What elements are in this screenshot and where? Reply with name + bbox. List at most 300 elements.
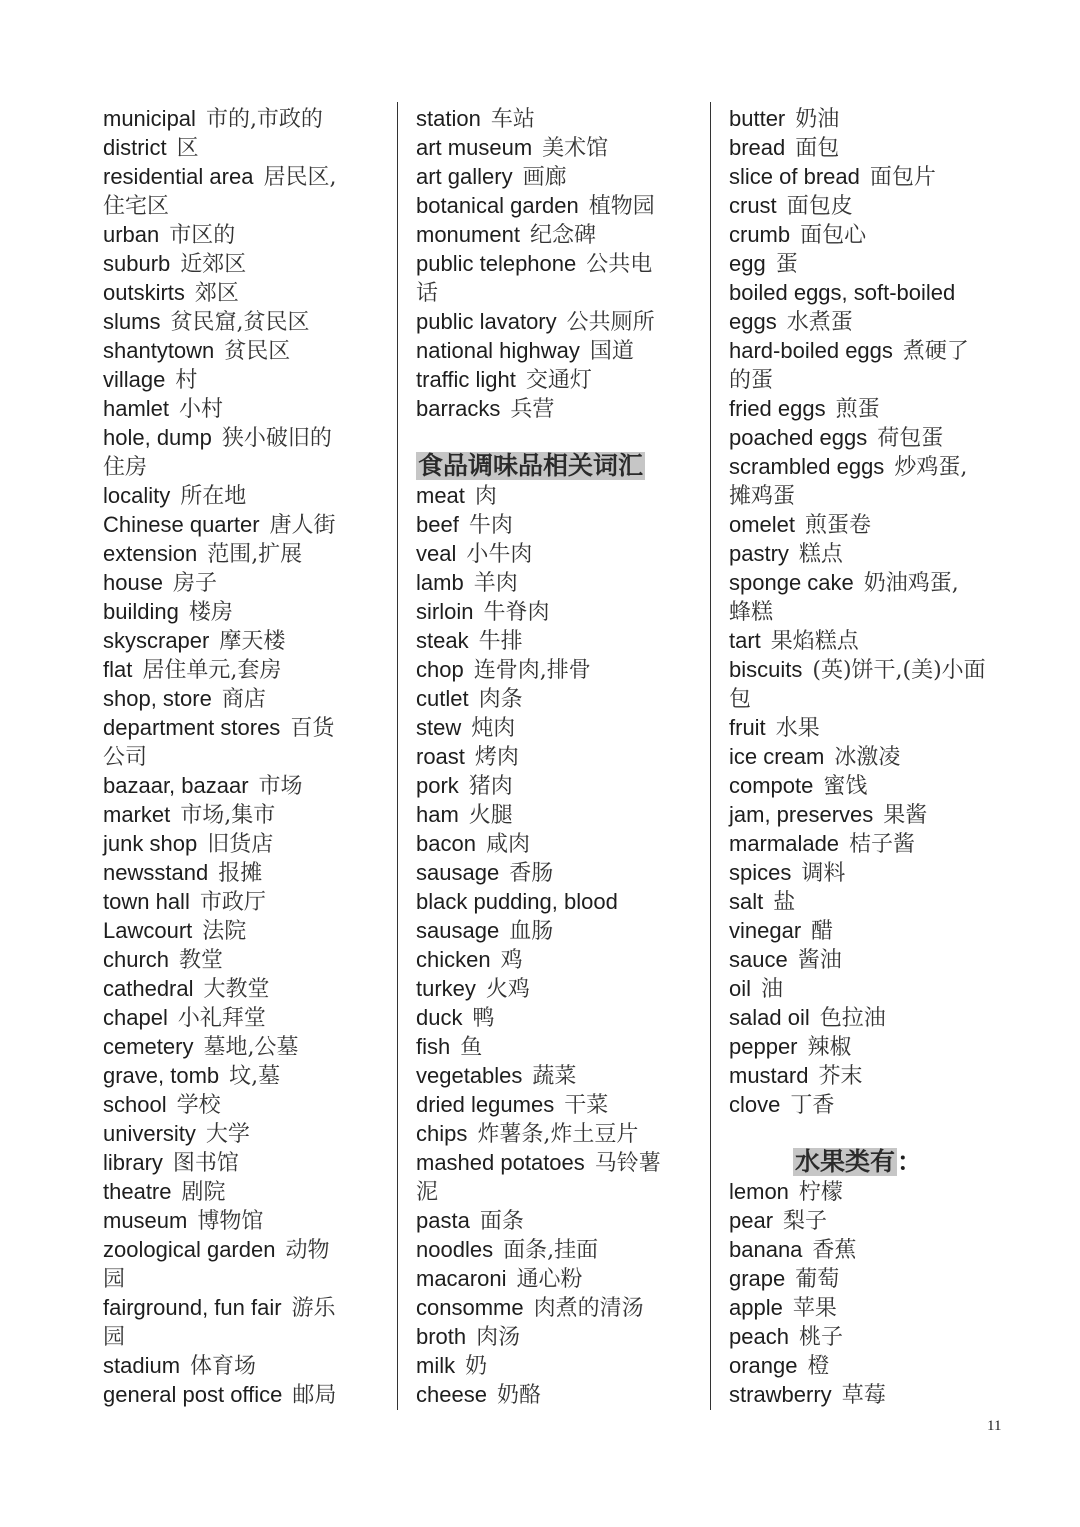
vocab-line xyxy=(729,220,1019,249)
chinese-translation: 火鸡 xyxy=(485,977,530,1002)
vocab-line xyxy=(729,626,1019,655)
english-term: chop xyxy=(416,657,464,682)
chinese-translation: 调料 xyxy=(801,861,846,886)
english-term: residential area xyxy=(103,164,254,189)
chinese-translation: 报摊 xyxy=(218,861,263,886)
chinese-translation: 面条 xyxy=(479,1209,524,1234)
english-term: boiled eggs, soft-boiled xyxy=(729,280,956,305)
english-term: hamlet xyxy=(103,396,170,421)
english-term: ice cream xyxy=(729,744,825,769)
vocab-line xyxy=(729,133,1019,162)
chinese-translation: 醋 xyxy=(811,919,834,944)
vocab-line xyxy=(416,1206,706,1235)
english-term: art museum xyxy=(416,135,533,160)
chinese-translation: 冰激凌 xyxy=(834,745,901,770)
english-term: sausage xyxy=(416,918,500,943)
chinese-translation: 煮硬了 xyxy=(902,339,969,364)
vocab-line xyxy=(729,1003,1019,1032)
english-term: sirloin xyxy=(416,599,474,624)
chinese-translation: 交通灯 xyxy=(525,368,592,393)
chinese-translation: 奶酪 xyxy=(496,1383,541,1408)
english-term: junk shop xyxy=(103,831,198,856)
english-term: hard-boiled eggs xyxy=(729,338,893,363)
vocab-line xyxy=(729,771,1019,800)
blank-line xyxy=(416,423,706,452)
vocab-line xyxy=(729,887,1019,916)
vocab-line xyxy=(729,1090,1019,1119)
vocab-line xyxy=(729,307,1019,336)
chinese-translation: 旧货店 xyxy=(207,832,274,857)
vocab-line xyxy=(416,1322,706,1351)
chinese-translation: 博物馆 xyxy=(197,1209,264,1234)
vocab-line xyxy=(416,278,706,307)
vocab-line xyxy=(103,829,393,858)
vocab-line xyxy=(729,1322,1019,1351)
chinese-translation: 牛排 xyxy=(478,629,523,654)
english-term: scrambled eggs xyxy=(729,454,885,479)
english-term: lemon xyxy=(729,1179,789,1204)
vocab-line xyxy=(729,394,1019,423)
chinese-translation: 干菜 xyxy=(564,1093,609,1118)
chinese-translation: 住房 xyxy=(103,455,148,480)
chinese-translation: 区 xyxy=(176,136,199,161)
vocab-line xyxy=(729,162,1019,191)
vocab-line xyxy=(416,1177,706,1206)
chinese-translation: 植物园 xyxy=(588,194,655,219)
chinese-translation: 小牛肉 xyxy=(466,542,533,567)
chinese-translation: 法院 xyxy=(202,919,247,944)
english-term: sauce xyxy=(729,947,788,972)
vocab-line xyxy=(416,1351,706,1380)
vocab-line xyxy=(729,510,1019,539)
english-term: village xyxy=(103,367,166,392)
chinese-translation: 郊区 xyxy=(194,281,239,306)
heading-colon: ： xyxy=(897,1148,923,1176)
english-term: chips xyxy=(416,1121,468,1146)
chinese-translation: 面条,挂面 xyxy=(503,1238,599,1263)
blank-line xyxy=(729,1119,1019,1148)
vocab-line xyxy=(729,278,1019,307)
chinese-translation: 橙 xyxy=(807,1354,830,1379)
english-term: oil xyxy=(729,976,752,1001)
chinese-translation: 商店 xyxy=(221,687,266,712)
chinese-translation: 蛋 xyxy=(775,252,798,277)
english-term: public telephone xyxy=(416,251,577,276)
english-term: house xyxy=(103,570,163,595)
chinese-translation: 市场,集市 xyxy=(180,803,276,828)
vocab-line xyxy=(103,858,393,887)
vocab-line xyxy=(416,336,706,365)
vocab-line xyxy=(103,278,393,307)
vocab-line xyxy=(103,945,393,974)
chinese-translation: 话 xyxy=(416,281,439,306)
chinese-translation: 猪肉 xyxy=(468,774,513,799)
english-term: bazaar, bazaar xyxy=(103,773,249,798)
chinese-translation: 泥 xyxy=(416,1180,439,1205)
vocab-line xyxy=(103,1003,393,1032)
english-term: clove xyxy=(729,1092,781,1117)
english-term: salad oil xyxy=(729,1005,810,1030)
page-number: 11 xyxy=(987,1418,1002,1434)
english-term: jam, preserves xyxy=(729,802,874,827)
vocab-line xyxy=(103,452,393,481)
chinese-translation: 包 xyxy=(729,687,752,712)
vocab-line xyxy=(103,1206,393,1235)
chinese-translation: (英)饼干,(美)小面 xyxy=(812,658,986,683)
vocab-line xyxy=(729,858,1019,887)
vocab-line xyxy=(103,249,393,278)
chinese-translation: 小村 xyxy=(179,397,224,422)
vocab-line xyxy=(103,191,393,220)
english-term: beef xyxy=(416,512,459,537)
vocab-line xyxy=(103,1380,393,1409)
chinese-translation: 所在地 xyxy=(180,484,247,509)
chinese-translation: 教堂 xyxy=(179,948,224,973)
vocab-line xyxy=(103,336,393,365)
chinese-translation: 香蕉 xyxy=(812,1238,857,1263)
vocab-line xyxy=(103,655,393,684)
english-term: butter xyxy=(729,106,786,131)
vocab-line xyxy=(103,684,393,713)
chinese-translation: 住宅区 xyxy=(103,194,170,219)
chinese-translation: 煎蛋 xyxy=(835,397,880,422)
vocab-line xyxy=(416,1264,706,1293)
chinese-translation: 公共厕所 xyxy=(566,310,655,335)
english-term: crumb xyxy=(729,222,791,247)
english-term: banana xyxy=(729,1237,803,1262)
english-term: omelet xyxy=(729,512,796,537)
vocab-line xyxy=(416,539,706,568)
english-term: church xyxy=(103,947,170,972)
vocab-line xyxy=(103,713,393,742)
vocab-line xyxy=(416,510,706,539)
english-term: newsstand xyxy=(103,860,209,885)
chinese-translation: 图书馆 xyxy=(172,1151,239,1176)
chinese-translation: 面包皮 xyxy=(786,194,853,219)
chinese-translation: 肉汤 xyxy=(476,1325,521,1350)
english-term: botanical garden xyxy=(416,193,579,218)
vocab-line xyxy=(416,684,706,713)
english-term: slice of bread xyxy=(729,164,860,189)
column-3 xyxy=(729,104,1019,1409)
vocab-line xyxy=(416,104,706,133)
chinese-translation: 公司 xyxy=(103,745,148,770)
vocab-line xyxy=(729,1380,1019,1409)
english-term: cathedral xyxy=(103,976,194,1001)
vocab-line xyxy=(103,104,393,133)
english-term: monument xyxy=(416,222,520,247)
vocab-line xyxy=(416,1148,706,1177)
chinese-translation: 色拉油 xyxy=(819,1006,886,1031)
english-term: slums xyxy=(103,309,161,334)
english-term: marmalade xyxy=(729,831,840,856)
vocab-line xyxy=(416,394,706,423)
chinese-translation: 贫民窟,贫民区 xyxy=(170,310,310,335)
vocab-line xyxy=(103,974,393,1003)
chinese-translation: 狭小破旧的 xyxy=(221,426,332,451)
chinese-translation: 炒鸡蛋, xyxy=(894,455,968,480)
english-term: grave, tomb xyxy=(103,1063,220,1088)
section-heading-text: 水果类有 xyxy=(795,1148,896,1176)
chinese-translation: 纪念碑 xyxy=(529,223,596,248)
vocab-line xyxy=(416,307,706,336)
chinese-translation: 蔬菜 xyxy=(532,1064,577,1089)
chinese-translation: 糕点 xyxy=(798,542,843,567)
vocab-line xyxy=(103,887,393,916)
vocab-line xyxy=(103,162,393,191)
english-term: urban xyxy=(103,222,160,247)
english-term: turkey xyxy=(416,976,476,1001)
vocab-line xyxy=(729,452,1019,481)
english-term: milk xyxy=(416,1353,456,1378)
chinese-translation: 的蛋 xyxy=(729,368,774,393)
english-term: school xyxy=(103,1092,167,1117)
english-term: pastry xyxy=(729,541,789,566)
chinese-translation: 剧院 xyxy=(181,1180,226,1205)
chinese-translation: 大教堂 xyxy=(203,977,270,1002)
chinese-translation: 唐人街 xyxy=(269,513,336,538)
english-term: pasta xyxy=(416,1208,470,1233)
english-term: sausage xyxy=(416,860,500,885)
chinese-translation: 学校 xyxy=(176,1093,221,1118)
english-term: macaroni xyxy=(416,1266,507,1291)
english-term: zoological garden xyxy=(103,1237,276,1262)
chinese-translation: 贫民区 xyxy=(224,339,291,364)
english-term: spices xyxy=(729,860,792,885)
vocab-line xyxy=(416,1380,706,1409)
english-term: shop, store xyxy=(103,686,212,711)
vocab-line xyxy=(729,974,1019,1003)
english-term: fairground, fun fair xyxy=(103,1295,282,1320)
english-term: peach xyxy=(729,1324,789,1349)
chinese-translation: 火腿 xyxy=(468,803,513,828)
vocab-line xyxy=(103,307,393,336)
english-term: cutlet xyxy=(416,686,469,711)
chinese-translation: 果焰糕点 xyxy=(770,629,859,654)
english-term: black pudding, blood xyxy=(416,889,618,914)
vocab-line xyxy=(729,655,1019,684)
vocab-line xyxy=(729,829,1019,858)
english-term: pear xyxy=(729,1208,774,1233)
vocab-line xyxy=(416,597,706,626)
vocab-line xyxy=(416,800,706,829)
chinese-translation: 市政厅 xyxy=(199,890,266,915)
chinese-translation: 烤肉 xyxy=(474,745,519,770)
english-term: library xyxy=(103,1150,163,1175)
english-term: mashed potatoes xyxy=(416,1150,585,1175)
chinese-translation: 鱼 xyxy=(460,1035,483,1060)
english-term: municipal xyxy=(103,106,196,131)
chinese-translation: 梨子 xyxy=(783,1209,828,1234)
vocab-line xyxy=(416,133,706,162)
vocab-line xyxy=(416,1235,706,1264)
vocab-line xyxy=(729,481,1019,510)
english-term: locality xyxy=(103,483,171,508)
english-term: crust xyxy=(729,193,777,218)
vocab-line xyxy=(416,249,706,278)
chinese-translation: 面包心 xyxy=(800,223,867,248)
english-term: cheese xyxy=(416,1382,487,1407)
vocab-line xyxy=(103,1148,393,1177)
english-term: pepper xyxy=(729,1034,798,1059)
chinese-translation: 香肠 xyxy=(509,861,554,886)
vocab-line xyxy=(416,1061,706,1090)
column-divider xyxy=(710,102,711,1410)
vocab-line xyxy=(103,539,393,568)
vocab-line xyxy=(729,1351,1019,1380)
chinese-translation: 荷包蛋 xyxy=(877,426,944,451)
english-term: flat xyxy=(103,657,133,682)
chinese-translation: 牛脊肉 xyxy=(483,600,550,625)
chinese-translation: 邮局 xyxy=(292,1383,337,1408)
english-term: art gallery xyxy=(416,164,513,189)
vocab-line xyxy=(103,365,393,394)
chinese-translation: 公共电 xyxy=(586,252,653,277)
chinese-translation: 村 xyxy=(175,368,198,393)
english-term: consomme xyxy=(416,1295,524,1320)
vocab-line xyxy=(729,336,1019,365)
chinese-translation: 肉煮的清汤 xyxy=(533,1296,644,1321)
english-term: pork xyxy=(416,773,459,798)
english-term: egg xyxy=(729,251,766,276)
vocab-line xyxy=(103,481,393,510)
chinese-translation: 市区的 xyxy=(169,223,236,248)
english-term: museum xyxy=(103,1208,188,1233)
english-term: stew xyxy=(416,715,462,740)
vocab-line xyxy=(729,742,1019,771)
chinese-translation: 房子 xyxy=(172,571,217,596)
chinese-translation: 画廊 xyxy=(522,165,567,190)
english-term: steak xyxy=(416,628,469,653)
chinese-translation: 摊鸡蛋 xyxy=(729,484,796,509)
english-term: theatre xyxy=(103,1179,172,1204)
chinese-translation: 市的,市政的 xyxy=(205,107,323,132)
english-term: public lavatory xyxy=(416,309,557,334)
vocab-line xyxy=(103,568,393,597)
chinese-translation: 近郊区 xyxy=(180,252,247,277)
vocab-line xyxy=(729,423,1019,452)
chinese-translation: 连骨肉,排骨 xyxy=(473,658,591,683)
vocab-line xyxy=(416,365,706,394)
chinese-translation: 居住单元,套房 xyxy=(142,658,282,683)
vocab-line xyxy=(416,916,706,945)
chinese-translation: 盐 xyxy=(773,890,796,915)
chinese-translation: 炖肉 xyxy=(471,716,516,741)
english-term: town hall xyxy=(103,889,190,914)
english-term: compote xyxy=(729,773,814,798)
chinese-translation: 国道 xyxy=(589,339,634,364)
english-term: suburb xyxy=(103,251,171,276)
vocab-line xyxy=(729,713,1019,742)
chinese-translation: 百货 xyxy=(290,716,335,741)
vocab-line xyxy=(103,1119,393,1148)
vocab-line xyxy=(729,1032,1019,1061)
chinese-translation: 范围,扩展 xyxy=(207,542,303,567)
vocab-line xyxy=(416,568,706,597)
english-term: noodles xyxy=(416,1237,494,1262)
chinese-translation: 酱油 xyxy=(797,948,842,973)
vocab-line xyxy=(103,1032,393,1061)
chinese-translation: 丁香 xyxy=(790,1093,835,1118)
vocab-line xyxy=(103,1293,393,1322)
chinese-translation: 蜜饯 xyxy=(823,774,868,799)
chinese-translation: 园 xyxy=(103,1267,126,1292)
english-term: fruit xyxy=(729,715,766,740)
chinese-translation: 奶油 xyxy=(795,107,840,132)
vocab-line xyxy=(729,539,1019,568)
vocab-line xyxy=(103,1061,393,1090)
chinese-translation: 肉 xyxy=(474,484,497,509)
vocab-line xyxy=(416,1003,706,1032)
vocab-line xyxy=(103,800,393,829)
vocab-line xyxy=(103,1090,393,1119)
vocab-line xyxy=(103,742,393,771)
chinese-translation: 市场 xyxy=(258,774,303,799)
chinese-translation: 楼房 xyxy=(188,600,233,625)
vocab-line xyxy=(103,133,393,162)
vocab-line xyxy=(416,887,706,916)
chinese-translation: 炸薯条,炸土豆片 xyxy=(477,1122,639,1147)
english-term: outskirts xyxy=(103,280,185,305)
vocab-line xyxy=(416,220,706,249)
chinese-translation: 辣椒 xyxy=(807,1035,852,1060)
vocab-line xyxy=(416,1293,706,1322)
vocab-line xyxy=(729,945,1019,974)
vocab-line xyxy=(103,220,393,249)
vocab-line xyxy=(103,626,393,655)
chinese-translation: 葡萄 xyxy=(795,1267,840,1292)
english-term: tart xyxy=(729,628,761,653)
chinese-translation: 奶 xyxy=(465,1354,488,1379)
chinese-translation: 果酱 xyxy=(883,803,928,828)
vocab-line xyxy=(103,423,393,452)
vocab-line xyxy=(416,771,706,800)
vocab-line xyxy=(103,597,393,626)
chinese-translation: 面包片 xyxy=(869,165,936,190)
english-term: hole, dump xyxy=(103,425,212,450)
vocab-line xyxy=(729,597,1019,626)
english-term: eggs xyxy=(729,309,777,334)
chinese-translation: 园 xyxy=(103,1325,126,1350)
vocab-line xyxy=(416,713,706,742)
vocab-line xyxy=(729,1061,1019,1090)
english-term: sponge cake xyxy=(729,570,854,595)
vocab-line xyxy=(416,1032,706,1061)
chinese-translation: 大学 xyxy=(205,1122,250,1147)
chinese-translation: 小礼拜堂 xyxy=(177,1006,266,1031)
english-term: fried eggs xyxy=(729,396,826,421)
vocab-line xyxy=(729,104,1019,133)
english-term: chicken xyxy=(416,947,491,972)
vocab-line xyxy=(103,1235,393,1264)
english-term: fish xyxy=(416,1034,451,1059)
chinese-translation: 芥末 xyxy=(818,1064,863,1089)
vocab-line xyxy=(416,829,706,858)
section-heading-text: 食品调味品相关词汇 xyxy=(418,452,644,480)
chinese-translation: 草莓 xyxy=(841,1383,886,1408)
vocab-line xyxy=(416,626,706,655)
column-2 xyxy=(416,104,706,1409)
vocab-line xyxy=(103,1322,393,1351)
english-term: salt xyxy=(729,889,764,914)
english-term: bacon xyxy=(416,831,476,856)
english-term: roast xyxy=(416,744,465,769)
chinese-translation: 面包 xyxy=(795,136,840,161)
english-term: barracks xyxy=(416,396,501,421)
english-term: traffic light xyxy=(416,367,516,392)
vocab-line xyxy=(103,1177,393,1206)
column-1 xyxy=(103,104,393,1409)
